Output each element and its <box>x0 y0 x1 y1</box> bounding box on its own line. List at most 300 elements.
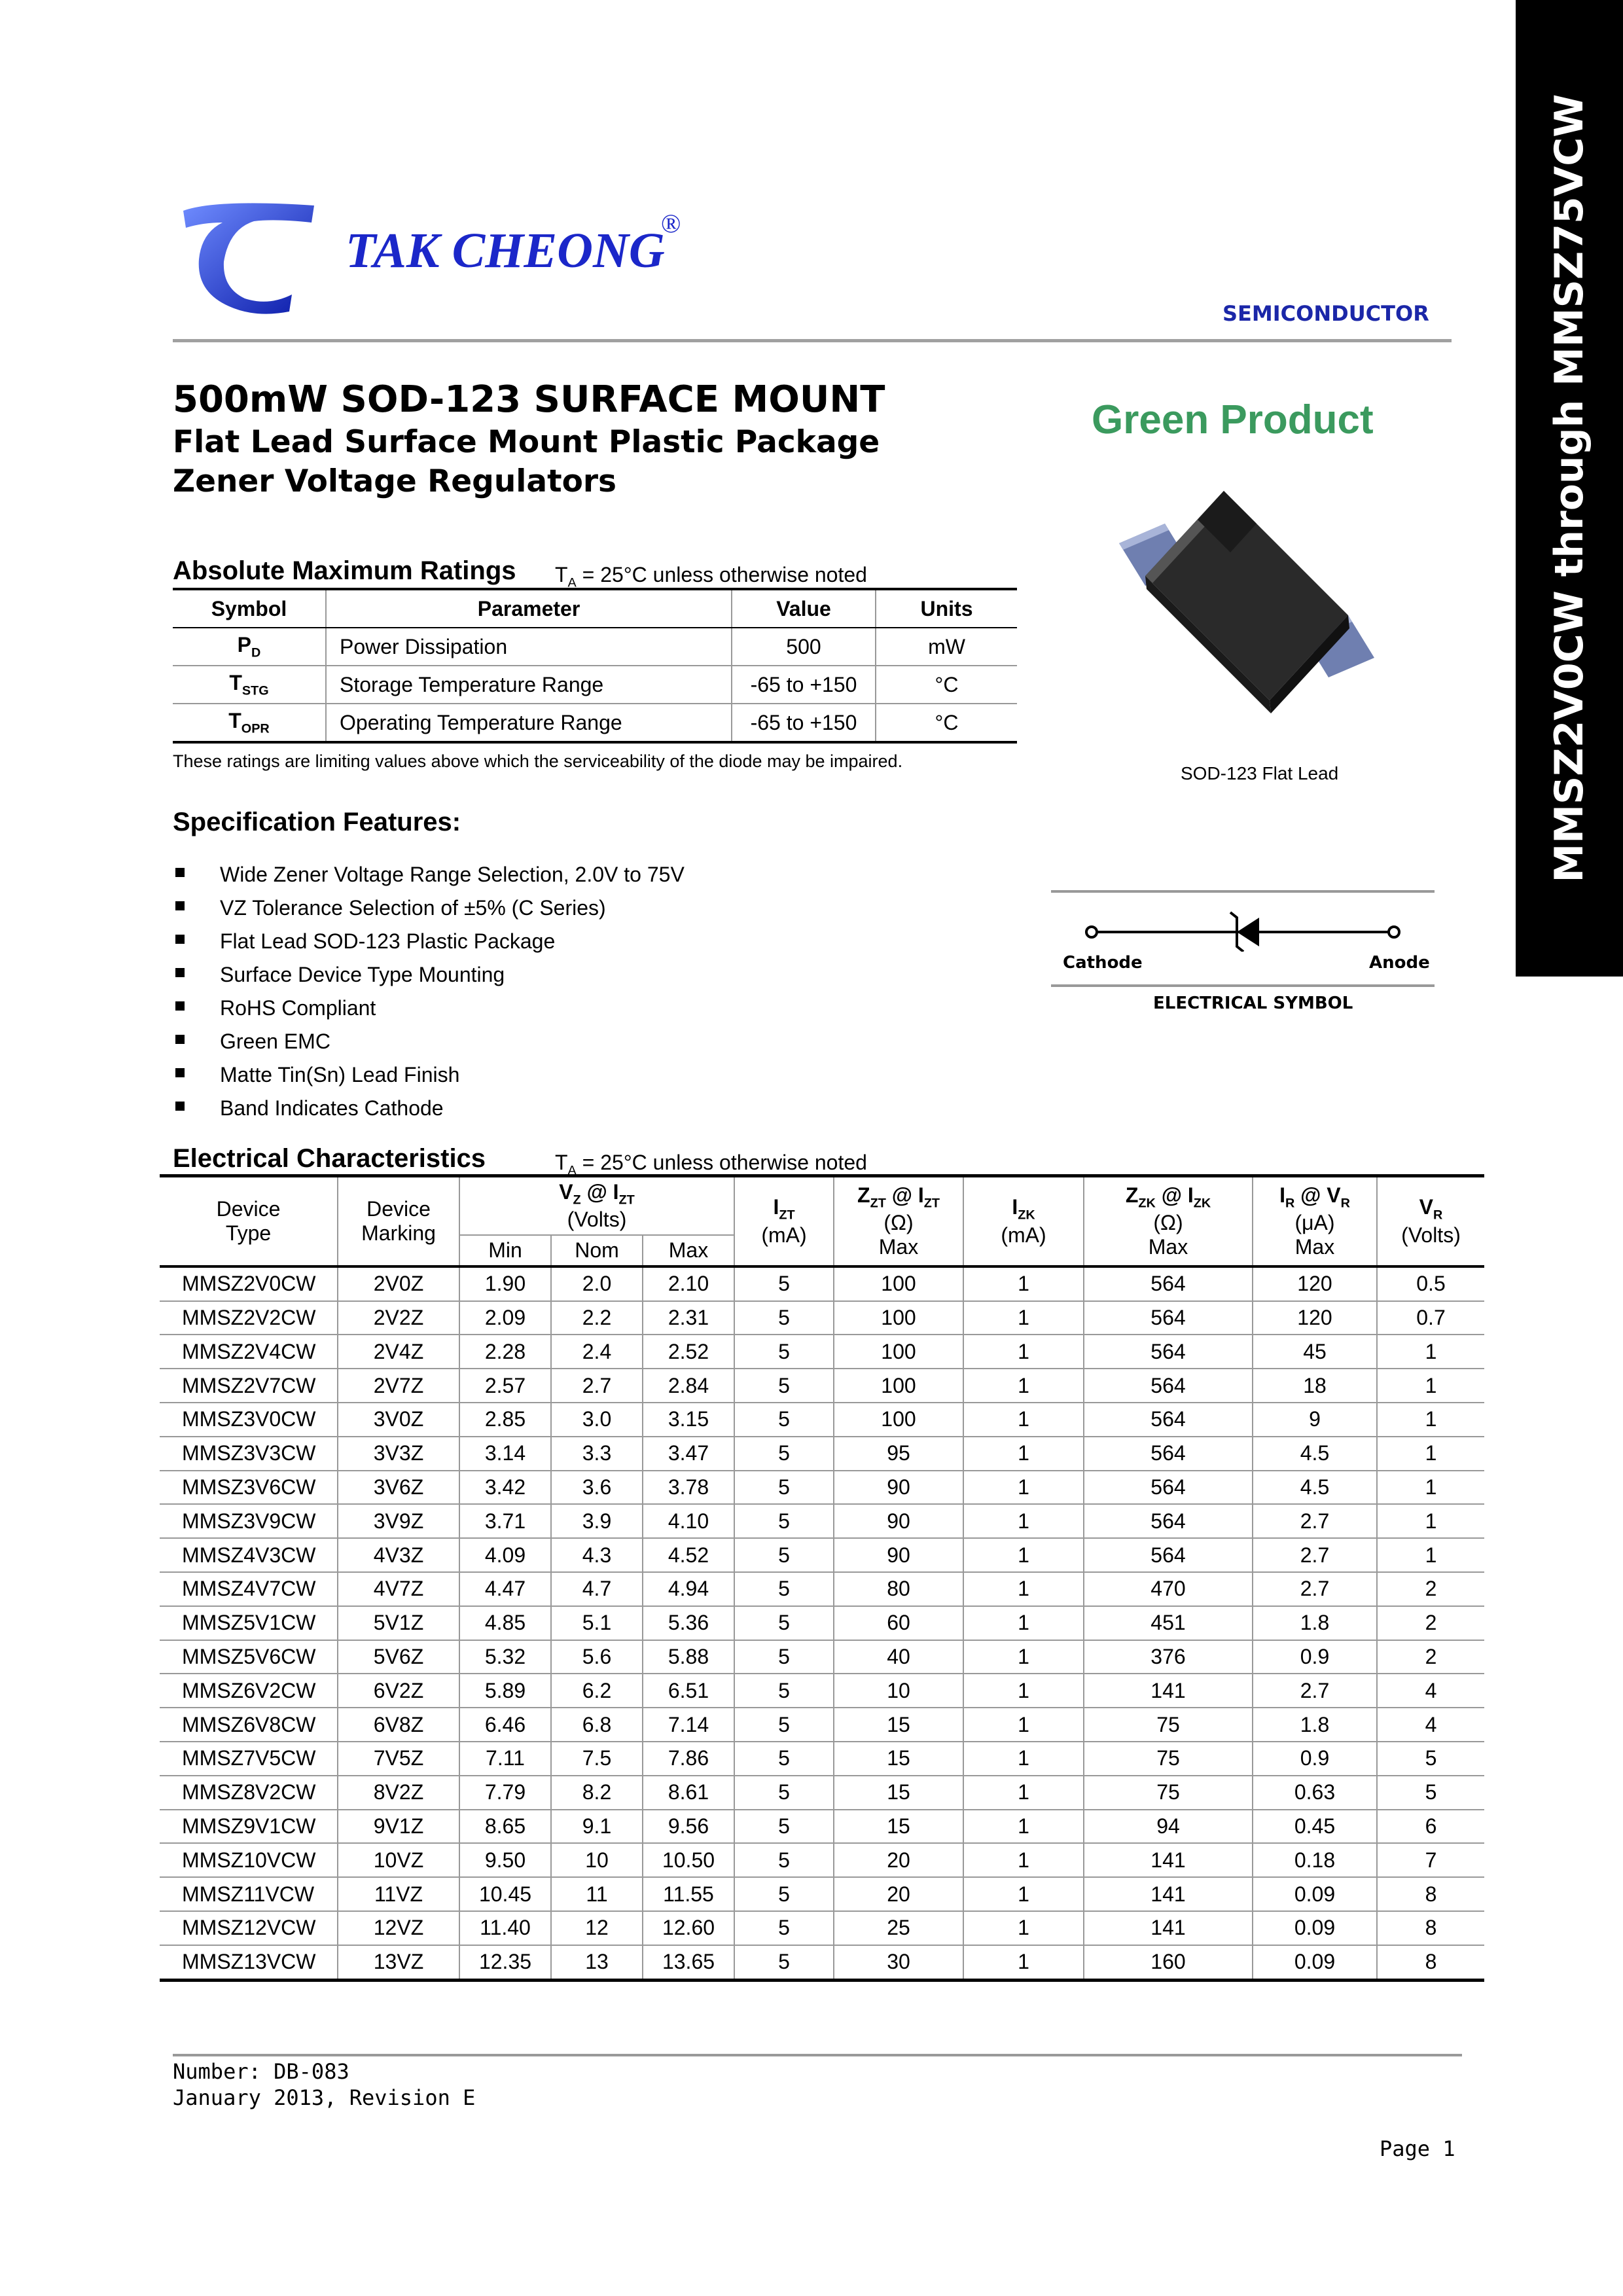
vr-cell: 1 <box>1377 1369 1484 1403</box>
zzt-max-cell: 25 <box>834 1911 963 1945</box>
zzk-max-cell: 470 <box>1084 1572 1253 1606</box>
vz-max-cell: 11.55 <box>643 1877 734 1911</box>
ir-max-cell: 1.8 <box>1253 1606 1377 1640</box>
bullet-icon <box>175 1035 185 1044</box>
zzt-max-cell: 100 <box>834 1403 963 1437</box>
ir-max-cell: 2.7 <box>1253 1572 1377 1606</box>
table-row <box>160 1742 1484 1776</box>
zzt-max-cell: 80 <box>834 1572 963 1606</box>
vz-min-cell: 5.89 <box>459 1674 551 1708</box>
ir-max-cell: 0.9 <box>1253 1742 1377 1776</box>
vr-cell: 5 <box>1377 1742 1484 1776</box>
ir-max-cell: 0.09 <box>1253 1877 1377 1911</box>
page-number: Page 1 <box>1380 2136 1455 2161</box>
list-item: Wide Zener Voltage Range Selection, 2.0V to 75V <box>173 863 685 896</box>
vz-min-cell: 8.65 <box>459 1810 551 1844</box>
device-marking-cell: 10VZ <box>338 1843 459 1877</box>
abs-max-footnote: These ratings are limiting values above which the serviceability of the diode may be impaired. <box>173 751 903 771</box>
zzt-max-cell: 15 <box>834 1776 963 1810</box>
zzt-max-cell: 90 <box>834 1471 963 1505</box>
zzt-max-cell: 90 <box>834 1538 963 1572</box>
izk-cell: 1 <box>963 1266 1084 1301</box>
device-type-cell: MMSZ3V3CW <box>160 1437 338 1471</box>
vz-max-cell: 3.47 <box>643 1437 734 1471</box>
device-marking-cell: 2V2Z <box>338 1301 459 1335</box>
vz-min-cell: 4.85 <box>459 1606 551 1640</box>
izt-cell: 5 <box>734 1266 834 1301</box>
company-logo <box>177 196 321 314</box>
device-type-cell: MMSZ6V2CW <box>160 1674 338 1708</box>
symbol-top-rule <box>1051 890 1435 893</box>
col-vr: $V_R$ (Volts) <box>1377 1176 1484 1266</box>
vz-max-cell: 7.86 <box>643 1742 734 1776</box>
table-row <box>160 1911 1484 1945</box>
symbol-caption: ELECTRICAL SYMBOL <box>1153 994 1353 1013</box>
vr-cell: 6 <box>1377 1810 1484 1844</box>
zzk-max-cell: 451 <box>1084 1606 1253 1640</box>
vr-cell: 4 <box>1377 1708 1484 1742</box>
device-type-cell: MMSZ3V9CW <box>160 1504 338 1538</box>
ir-max-cell: 120 <box>1253 1301 1377 1335</box>
izk-cell: 1 <box>963 1776 1084 1810</box>
value-cell: 500 <box>732 628 876 666</box>
device-marking-cell: 6V8Z <box>338 1708 459 1742</box>
zzk-max-cell: 564 <box>1084 1538 1253 1572</box>
vz-max-cell: 10.50 <box>643 1843 734 1877</box>
izk-cell: 1 <box>963 1843 1084 1877</box>
vz-nom-cell: 5.1 <box>551 1606 643 1640</box>
zzt-max-cell: 95 <box>834 1437 963 1471</box>
ir-max-cell: 45 <box>1253 1335 1377 1369</box>
zzk-max-cell: 564 <box>1084 1437 1253 1471</box>
vz-nom-cell: 7.5 <box>551 1742 643 1776</box>
device-type-cell: MMSZ9V1CW <box>160 1810 338 1844</box>
izt-cell: 5 <box>734 1877 834 1911</box>
vr-cell: 1 <box>1377 1538 1484 1572</box>
izt-cell: 5 <box>734 1369 834 1403</box>
bullet-icon <box>175 1001 185 1011</box>
vr-cell: 8 <box>1377 1911 1484 1945</box>
vz-nom-cell: 4.3 <box>551 1538 643 1572</box>
vz-max-cell: 6.51 <box>643 1674 734 1708</box>
zzk-max-cell: 564 <box>1084 1335 1253 1369</box>
package-image <box>1106 484 1381 720</box>
izt-cell: 5 <box>734 1640 834 1674</box>
vr-cell: 1 <box>1377 1471 1484 1505</box>
table-row <box>173 704 1017 742</box>
symbol-cell: $T_{STG}$ <box>173 666 326 704</box>
zzk-max-cell: 564 <box>1084 1301 1253 1335</box>
zzk-max-cell: 376 <box>1084 1640 1253 1674</box>
value-cell: -65 to +150 <box>732 666 876 704</box>
izt-cell: 5 <box>734 1301 834 1335</box>
zzk-max-cell: 564 <box>1084 1403 1253 1437</box>
vz-min-cell: 7.11 <box>459 1742 551 1776</box>
col-device-type: Device Type <box>216 1197 281 1245</box>
izk-cell: 1 <box>963 1471 1084 1505</box>
vz-nom-cell: 2.0 <box>551 1266 643 1301</box>
col-device-marking: Device Marking <box>338 1176 459 1266</box>
vz-min-cell: 11.40 <box>459 1911 551 1945</box>
col-zzk: $Z_{ZK}$ @ $I_{ZK}$ (Ω) Max <box>1084 1176 1253 1266</box>
abs-max-heading: Absolute Maximum Ratings <box>173 556 516 585</box>
izt-cell: 5 <box>734 1708 834 1742</box>
vz-min-cell: 10.45 <box>459 1877 551 1911</box>
table-row <box>160 1877 1484 1911</box>
device-type-cell: MMSZ10VCW <box>160 1843 338 1877</box>
izk-cell: 1 <box>963 1504 1084 1538</box>
document-number: Number: DB-083 <box>173 2059 349 2084</box>
table-row <box>160 1538 1484 1572</box>
table-row <box>160 1843 1484 1877</box>
table-row <box>160 1572 1484 1606</box>
brand-name: TAK CHEONG <box>346 223 665 278</box>
izt-cell: 5 <box>734 1403 834 1437</box>
vz-max-cell: 13.65 <box>643 1945 734 1980</box>
vz-nom-cell: 6.2 <box>551 1674 643 1708</box>
device-marking-cell: 9V1Z <box>338 1810 459 1844</box>
header-divider <box>173 339 1452 342</box>
izk-cell: 1 <box>963 1403 1084 1437</box>
vr-cell: 8 <box>1377 1945 1484 1980</box>
vz-min-cell: 9.50 <box>459 1843 551 1877</box>
izk-cell: 1 <box>963 1945 1084 1980</box>
izt-cell: 5 <box>734 1504 834 1538</box>
side-tab-label: MMSZ2V0CW through MMSZ75VCW <box>1546 94 1592 883</box>
device-type-cell: MMSZ2V7CW <box>160 1369 338 1403</box>
device-type-cell: MMSZ5V6CW <box>160 1640 338 1674</box>
list-item: RoHS Compliant <box>173 996 685 1030</box>
device-type-cell: MMSZ3V6CW <box>160 1471 338 1505</box>
vz-nom-cell: 12 <box>551 1911 643 1945</box>
vz-min-cell: 5.32 <box>459 1640 551 1674</box>
bullet-icon <box>175 935 185 944</box>
device-type-cell: MMSZ3V0CW <box>160 1403 338 1437</box>
vz-nom-cell: 10 <box>551 1843 643 1877</box>
ir-max-cell: 9 <box>1253 1403 1377 1437</box>
col-units: Units <box>876 589 1017 628</box>
vz-max-cell: 5.36 <box>643 1606 734 1640</box>
symbol-cell: $T_{OPR}$ <box>173 704 326 742</box>
list-item: Surface Device Type Mounting <box>173 963 685 996</box>
vz-min-cell: 3.14 <box>459 1437 551 1471</box>
device-marking-cell: 3V3Z <box>338 1437 459 1471</box>
parameter-cell: Operating Temperature Range <box>326 704 732 742</box>
bullet-icon <box>175 901 185 910</box>
izk-cell: 1 <box>963 1437 1084 1471</box>
division-label: SEMICONDUCTOR <box>1222 301 1429 326</box>
zzk-max-cell: 75 <box>1084 1742 1253 1776</box>
col-symbol: Symbol <box>173 589 326 628</box>
izt-cell: 5 <box>734 1843 834 1877</box>
list-item: Band Indicates Cathode <box>173 1096 685 1130</box>
ir-max-cell: 0.63 <box>1253 1776 1377 1810</box>
izk-cell: 1 <box>963 1674 1084 1708</box>
vr-cell: 1 <box>1377 1403 1484 1437</box>
table-row <box>160 1335 1484 1369</box>
vz-nom-cell: 3.3 <box>551 1437 643 1471</box>
vr-cell: 8 <box>1377 1877 1484 1911</box>
zzk-max-cell: 94 <box>1084 1810 1253 1844</box>
vz-max-cell: 2.10 <box>643 1266 734 1301</box>
zzk-max-cell: 141 <box>1084 1911 1253 1945</box>
col-value: Value <box>732 589 876 628</box>
list-item: VZ Tolerance Selection of ±5% (C Series) <box>173 896 685 929</box>
vr-cell: 2 <box>1377 1572 1484 1606</box>
table-row <box>160 1301 1484 1335</box>
zzt-max-cell: 100 <box>834 1369 963 1403</box>
device-type-cell: MMSZ2V4CW <box>160 1335 338 1369</box>
device-type-cell: MMSZ11VCW <box>160 1877 338 1911</box>
izk-cell: 1 <box>963 1538 1084 1572</box>
ir-max-cell: 0.09 <box>1253 1911 1377 1945</box>
vz-min-cell: 2.85 <box>459 1403 551 1437</box>
table-row <box>160 1606 1484 1640</box>
vz-nom-cell: 3.0 <box>551 1403 643 1437</box>
izk-cell: 1 <box>963 1640 1084 1674</box>
vz-min-cell: 1.90 <box>459 1266 551 1301</box>
document-date: January 2013, Revision E <box>173 2085 476 2110</box>
izt-cell: 5 <box>734 1776 834 1810</box>
zzt-max-cell: 15 <box>834 1742 963 1776</box>
zzt-max-cell: 20 <box>834 1843 963 1877</box>
vr-cell: 1 <box>1377 1335 1484 1369</box>
izk-cell: 1 <box>963 1572 1084 1606</box>
green-product-label: Green Product <box>1092 397 1374 442</box>
table-row <box>160 1945 1484 1980</box>
table-row <box>160 1369 1484 1403</box>
package-caption: SOD-123 Flat Lead <box>1181 763 1339 783</box>
izk-cell: 1 <box>963 1708 1084 1742</box>
elec-heading: Electrical Characteristics <box>173 1144 486 1173</box>
device-type-cell: MMSZ7V5CW <box>160 1742 338 1776</box>
vz-nom-cell: 8.2 <box>551 1776 643 1810</box>
vz-nom-cell: 13 <box>551 1945 643 1980</box>
col-ir: $I_R$ @ $V_R$ (μA) Max <box>1253 1176 1377 1266</box>
vz-min-cell: 4.09 <box>459 1538 551 1572</box>
device-marking-cell: 7V5Z <box>338 1742 459 1776</box>
izt-cell: 5 <box>734 1538 834 1572</box>
parameter-cell: Storage Temperature Range <box>326 666 732 704</box>
device-type-cell: MMSZ4V7CW <box>160 1572 338 1606</box>
ir-max-cell: 2.7 <box>1253 1674 1377 1708</box>
izt-cell: 5 <box>734 1335 834 1369</box>
col-vz-min: Min <box>459 1235 551 1266</box>
vr-cell: 2 <box>1377 1606 1484 1640</box>
device-type-cell: MMSZ4V3CW <box>160 1538 338 1572</box>
izt-cell: 5 <box>734 1674 834 1708</box>
device-marking-cell: 2V4Z <box>338 1335 459 1369</box>
device-marking-cell: 8V2Z <box>338 1776 459 1810</box>
zzt-max-cell: 15 <box>834 1810 963 1844</box>
zzt-max-cell: 40 <box>834 1640 963 1674</box>
vz-nom-cell: 3.6 <box>551 1471 643 1505</box>
izk-cell: 1 <box>963 1335 1084 1369</box>
device-type-cell: MMSZ6V8CW <box>160 1708 338 1742</box>
zzt-max-cell: 90 <box>834 1504 963 1538</box>
zzk-max-cell: 564 <box>1084 1266 1253 1301</box>
izk-cell: 1 <box>963 1742 1084 1776</box>
vz-nom-cell: 3.9 <box>551 1504 643 1538</box>
vz-nom-cell: 5.6 <box>551 1640 643 1674</box>
vz-max-cell: 2.52 <box>643 1335 734 1369</box>
electrical-table-body <box>160 1266 1484 1980</box>
izk-cell: 1 <box>963 1606 1084 1640</box>
vr-cell: 1 <box>1377 1437 1484 1471</box>
side-tab <box>1516 0 1623 977</box>
device-type-cell: MMSZ2V0CW <box>160 1266 338 1301</box>
vz-nom-cell: 11 <box>551 1877 643 1911</box>
izt-cell: 5 <box>734 1606 834 1640</box>
zzt-max-cell: 15 <box>834 1708 963 1742</box>
zzk-max-cell: 141 <box>1084 1674 1253 1708</box>
izt-cell: 5 <box>734 1437 834 1471</box>
zener-diode-symbol-icon <box>1073 906 1414 952</box>
table-row <box>160 1776 1484 1810</box>
bullet-icon <box>175 1102 185 1111</box>
ir-max-cell: 2.7 <box>1253 1538 1377 1572</box>
ir-max-cell: 120 <box>1253 1266 1377 1301</box>
ir-max-cell: 4.5 <box>1253 1437 1377 1471</box>
title-line-1: 500mW SOD-123 SURFACE MOUNT <box>173 378 885 421</box>
izt-cell: 5 <box>734 1945 834 1980</box>
device-type-cell: MMSZ8V2CW <box>160 1776 338 1810</box>
izt-cell: 5 <box>734 1911 834 1945</box>
col-izk: $I_{ZK}$ (mA) <box>963 1176 1084 1266</box>
zzt-max-cell: 10 <box>834 1674 963 1708</box>
vr-cell: 2 <box>1377 1640 1484 1674</box>
izt-cell: 5 <box>734 1742 834 1776</box>
table-row <box>160 1504 1484 1538</box>
unit-cell: °C <box>876 666 1017 704</box>
vz-min-cell: 3.42 <box>459 1471 551 1505</box>
ir-max-cell: 4.5 <box>1253 1471 1377 1505</box>
vz-max-cell: 4.52 <box>643 1538 734 1572</box>
izk-cell: 1 <box>963 1369 1084 1403</box>
vz-min-cell: 12.35 <box>459 1945 551 1980</box>
izk-cell: 1 <box>963 1301 1084 1335</box>
registered-mark: ® <box>661 209 681 238</box>
ir-max-cell: 18 <box>1253 1369 1377 1403</box>
parameter-cell: Power Dissipation <box>326 628 732 666</box>
vr-cell: 1 <box>1377 1504 1484 1538</box>
table-row <box>173 666 1017 704</box>
ir-max-cell: 2.7 <box>1253 1504 1377 1538</box>
zzk-max-cell: 564 <box>1084 1471 1253 1505</box>
device-marking-cell: 4V3Z <box>338 1538 459 1572</box>
features-list <box>173 863 685 1130</box>
table-row <box>160 1403 1484 1437</box>
device-marking-cell: 6V2Z <box>338 1674 459 1708</box>
zzt-max-cell: 100 <box>834 1335 963 1369</box>
vz-nom-cell: 2.4 <box>551 1335 643 1369</box>
device-marking-cell: 3V6Z <box>338 1471 459 1505</box>
ir-max-cell: 0.9 <box>1253 1640 1377 1674</box>
device-marking-cell: 2V0Z <box>338 1266 459 1301</box>
izk-cell: 1 <box>963 1911 1084 1945</box>
device-type-cell: MMSZ5V1CW <box>160 1606 338 1640</box>
vz-min-cell: 7.79 <box>459 1776 551 1810</box>
vz-nom-cell: 2.2 <box>551 1301 643 1335</box>
vr-cell: 5 <box>1377 1776 1484 1810</box>
bullet-icon <box>175 868 185 877</box>
vz-min-cell: 2.28 <box>459 1335 551 1369</box>
electrical-characteristics-table <box>160 1174 1484 1982</box>
izt-cell: 5 <box>734 1810 834 1844</box>
device-marking-cell: 3V0Z <box>338 1403 459 1437</box>
elec-condition: $T_A = 25^\circ C$ unless otherwise noted <box>555 1151 867 1178</box>
device-marking-cell: 3V9Z <box>338 1504 459 1538</box>
vz-min-cell: 6.46 <box>459 1708 551 1742</box>
vz-max-cell: 3.78 <box>643 1471 734 1505</box>
symbol-bottom-rule <box>1051 984 1435 987</box>
izk-cell: 1 <box>963 1810 1084 1844</box>
device-marking-cell: 5V1Z <box>338 1606 459 1640</box>
vz-max-cell: 2.31 <box>643 1301 734 1335</box>
device-marking-cell: 11VZ <box>338 1877 459 1911</box>
bullet-icon <box>175 1068 185 1077</box>
zzk-max-cell: 141 <box>1084 1843 1253 1877</box>
col-vz: $V_Z$ @ $I_{ZT}$ (Volts) <box>459 1176 734 1236</box>
device-type-cell: MMSZ2V2CW <box>160 1301 338 1335</box>
ir-max-cell: 1.8 <box>1253 1708 1377 1742</box>
vr-cell: 4 <box>1377 1674 1484 1708</box>
device-marking-cell: 12VZ <box>338 1911 459 1945</box>
table-row <box>160 1674 1484 1708</box>
vz-nom-cell: 4.7 <box>551 1572 643 1606</box>
col-vz-nom: Nom <box>551 1235 643 1266</box>
vz-max-cell: 7.14 <box>643 1708 734 1742</box>
abs-max-table <box>173 588 1017 744</box>
table-row <box>160 1640 1484 1674</box>
anode-label: Anode <box>1369 953 1430 973</box>
zzk-max-cell: 141 <box>1084 1877 1253 1911</box>
unit-cell: °C <box>876 704 1017 742</box>
list-item: Flat Lead SOD-123 Plastic Package <box>173 929 685 963</box>
vz-min-cell: 3.71 <box>459 1504 551 1538</box>
col-parameter: Parameter <box>326 589 732 628</box>
zzt-max-cell: 20 <box>834 1877 963 1911</box>
vz-max-cell: 4.10 <box>643 1504 734 1538</box>
vz-nom-cell: 2.7 <box>551 1369 643 1403</box>
ir-max-cell: 0.09 <box>1253 1945 1377 1980</box>
abs-max-condition: $T_A = 25^\circ C$ unless otherwise noted <box>555 563 867 590</box>
list-item: Green EMC <box>173 1030 685 1063</box>
vz-max-cell: 8.61 <box>643 1776 734 1810</box>
zzt-max-cell: 100 <box>834 1301 963 1335</box>
vr-cell: 0.7 <box>1377 1301 1484 1335</box>
vr-cell: 0.5 <box>1377 1266 1484 1301</box>
zzt-max-cell: 30 <box>834 1945 963 1980</box>
title-line-2: Flat Lead Surface Mount Plastic Package <box>173 424 880 460</box>
bullet-icon <box>175 968 185 977</box>
title-line-3: Zener Voltage Regulators <box>173 463 617 499</box>
ir-max-cell: 0.18 <box>1253 1843 1377 1877</box>
vz-min-cell: 4.47 <box>459 1572 551 1606</box>
vz-nom-cell: 6.8 <box>551 1708 643 1742</box>
vz-max-cell: 3.15 <box>643 1403 734 1437</box>
symbol-cell: $P_D$ <box>173 628 326 666</box>
features-heading: Specification Features: <box>173 808 461 836</box>
table-row <box>160 1708 1484 1742</box>
zzk-max-cell: 160 <box>1084 1945 1253 1980</box>
value-cell: -65 to +150 <box>732 704 876 742</box>
footer-divider <box>173 2054 1462 2056</box>
vz-min-cell: 2.09 <box>459 1301 551 1335</box>
vz-max-cell: 9.56 <box>643 1810 734 1844</box>
device-marking-cell: 2V7Z <box>338 1369 459 1403</box>
zzt-max-cell: 60 <box>834 1606 963 1640</box>
